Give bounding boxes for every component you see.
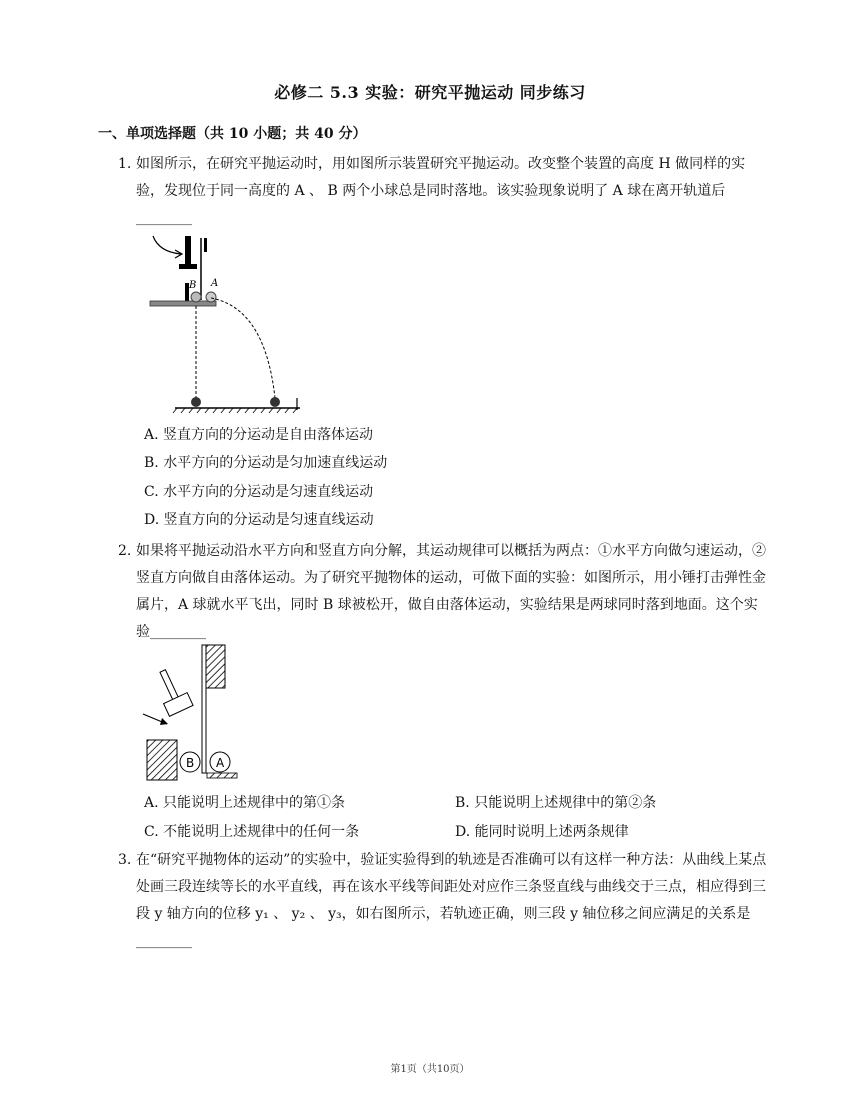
ball-b-label: B	[186, 756, 195, 770]
question-2	[118, 538, 768, 646]
question-number: 3.	[118, 852, 132, 868]
q2-option-c[interactable]: C. 不能说明上述规律中的任何一条	[144, 824, 360, 840]
q2-option-a[interactable]: A. 只能说明上述规律中的第①条	[144, 795, 346, 811]
question-number: 2.	[118, 543, 132, 559]
q1-option-b[interactable]: B. 水平方向的分运动是匀加速直线运动	[144, 455, 388, 471]
question-stem: 如果将平抛运动沿水平方向和竖直方向分解，其运动规律可以概括为两点：①水平方向做匀速运动，②竖直方向做自由落体运动。为了研究平抛物体的运动，可做下面的实验：如图所示，用小锤打击弹性金属片，A 球就水平飞出，同时 B 球被松开，做自由落体运动，实验结果是两球同时落到地面。这个实验________	[136, 543, 766, 640]
question-3	[118, 847, 768, 955]
ball-a-label: A	[216, 756, 225, 770]
question-stem: 如图所示，在研究平抛运动时，用如图所示装置研究平抛运动。改变整个装置的高度 H 做同样的实验，发现位于同一高度的 A 、 B 两个小球总是同时落地。该实验现象说明了 A 球在离开轨道后________	[136, 156, 746, 226]
question-number: 1.	[118, 156, 132, 172]
q2-option-d[interactable]: D. 能同时说明上述两条规律	[455, 824, 629, 840]
q1-option-c[interactable]: C. 水平方向的分运动是匀速直线运动	[144, 484, 374, 500]
question-1	[118, 151, 768, 232]
question-stem: 在“研究平抛物体的运动”的实验中，验证实验得到的轨迹是否准确可以有这样一种方法：从曲线上某点处画三段连续等长的水平直线，再在该水平线等间距处对应作三条竖直线与曲线交于三点，相应得到三段 y 轴方向的位移 y₁ 、 y₂ 、 y₃，如右图所示，若轨迹正确，则三段 y 轴位移之间应满足的关系是________	[136, 852, 767, 949]
question-1-figure	[145, 228, 310, 414]
q1-option-d[interactable]: D. 竖直方向的分运动是匀速直线运动	[144, 512, 374, 528]
ball-b-label: B	[189, 280, 197, 291]
ball-a-label: A	[211, 278, 219, 289]
page-footer: 第1页（共10页）	[390, 1064, 470, 1075]
page-title: 必修二 5.3 实验：研究平抛运动 同步练习	[274, 83, 586, 102]
question-2-figure	[135, 640, 245, 785]
q1-option-a[interactable]: A. 竖直方向的分运动是自由落体运动	[144, 427, 374, 443]
q2-option-b[interactable]: B. 只能说明上述规律中的第②条	[455, 795, 657, 811]
section-heading: 一、单项选择题（共 10 小题；共 40 分）	[98, 126, 367, 142]
